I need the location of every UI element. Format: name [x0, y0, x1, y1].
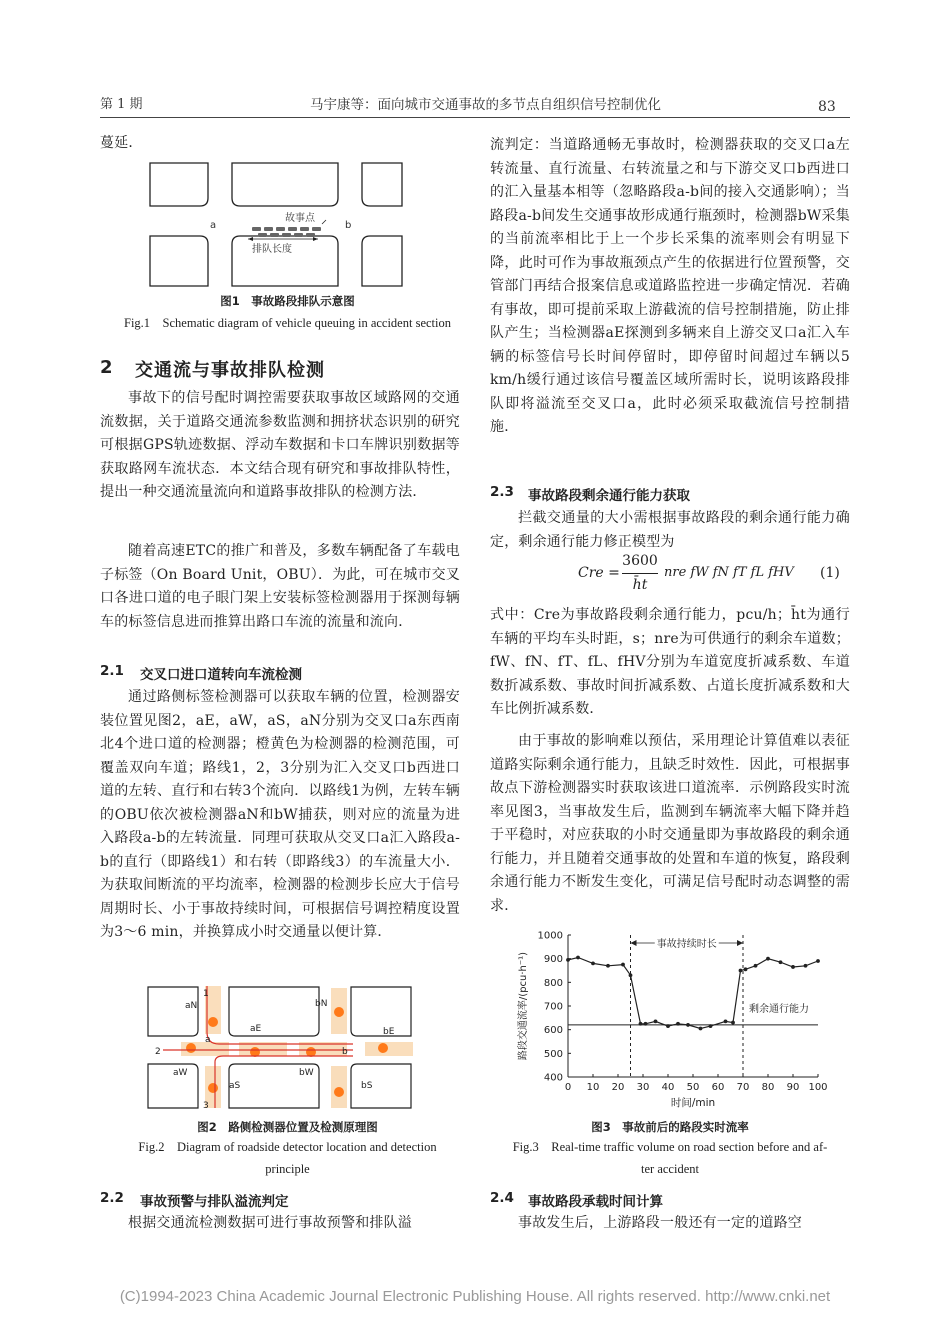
header-rule: [100, 117, 850, 118]
fig2-aW: aW: [173, 1068, 188, 1078]
left-para-3: 通过路侧标签检测器可以获取车辆的位置，检测器安装位置见图2，aE，aW，aS，aN分别为交叉口a东西南北4个进口道的检测器；橙黄色为检测器的检测范围，可覆盖双向车道；路线1，2，3分别为汇入交叉口b西进口道的左转、直行和右转3个流向．以路线1为例，左转车辆的OBU依次被检测器aN和bW捕获，则对应的流量为进入路段a-b的左转流量．同理可获取从交叉口a汇入路段a-b的直行（即路线1）和右转（即路线3）的车流量大小．为获取间断流的平均流率，检测器的检测步长应大于信号周期时长、小于事故持续时间，可根据信号调控精度设置为3～6 min，并换算成小时交通量以便计算．: [100, 689, 460, 940]
x-axis-label: 时间/min: [670, 1097, 716, 1109]
data-point: [731, 1021, 735, 1025]
fig2-aS: aS: [229, 1081, 241, 1091]
block-top-left: [150, 163, 208, 206]
data-point: [654, 1019, 658, 1023]
data-point: [576, 956, 580, 960]
fig2-bN: bN: [315, 999, 328, 1009]
block-top-middle: [232, 163, 338, 206]
y-tick-label: 400: [543, 1072, 563, 1084]
fig2-aN: aN: [185, 1001, 198, 1011]
x-tick-label: 20: [611, 1082, 625, 1093]
data-point: [766, 957, 770, 961]
flow-series-line: [568, 958, 818, 1029]
block-bottom-left: [150, 236, 208, 286]
formula-lhs: Cre =: [578, 565, 620, 581]
fig1-caption-zh: 图1 事故路段排队示意图: [220, 294, 355, 308]
data-point: [686, 1023, 690, 1027]
fig1-label-b: b: [345, 220, 352, 231]
x-tick-label: 10: [586, 1082, 600, 1093]
y-axis-label: 路段交通流率/(pcu·h⁻¹): [518, 951, 529, 1061]
block-top-right: [362, 163, 402, 206]
data-point: [606, 964, 610, 968]
right-para-3: 式中：Cre为事故路段剩余通行能力，pcu/h；h̄t为通行车辆的平均车头时距，s；nre为可供通行的剩余车道数；fW、fN、fT、fL、fHV分别为车道宽度折减系数、车道数折减系数、事故时间折减系数、占道长度折减系数和大车比例折减系数．: [490, 607, 850, 717]
fig1-accident-label: 故事点: [285, 213, 315, 224]
fig2-bS: bS: [361, 1081, 373, 1091]
copyright-footer: (C)1994-2023 China Academic Journal Electronic Publishing House. All rights reserved. http://www.cnki.net: [119, 1288, 831, 1305]
formula-numerator: 3600: [622, 553, 658, 569]
accident-pointer: [322, 220, 326, 224]
y-tick-label: 700: [543, 1001, 563, 1013]
fig3-caption-en-1: Fig.3 Real-time traffic volume on road section before and af-: [512, 1140, 828, 1154]
fig1-caption-en: Fig.1 Schematic diagram of vehicle queuing in accident section: [124, 316, 451, 330]
data-point: [744, 967, 748, 971]
x-tick-label: 50: [686, 1082, 700, 1093]
formula-rhs: nre fW fN fT fL fHV: [664, 565, 794, 580]
figure-1-queue-diagram: [140, 158, 415, 293]
fig3-caption-zh: 图3 事故前后的路段实时流率: [591, 1120, 749, 1134]
fig2-bE: bE: [383, 1027, 395, 1037]
data-point: [724, 1019, 728, 1023]
left-top-text: 蔓延．: [100, 135, 143, 151]
y-tick-label: 900: [543, 954, 563, 966]
data-point: [621, 963, 625, 967]
data-point: [639, 1022, 643, 1026]
figure-3-flow-chart: [500, 923, 850, 1113]
annotation-duration: 事故持续时长: [656, 939, 717, 950]
annotation-capacity: 剩余通行能力: [749, 1003, 809, 1015]
fig2-route-1: 1: [203, 989, 209, 999]
data-point: [591, 962, 595, 966]
left-para-2: 随着高速ETC的推广和普及，多数车辆配备了车载电子标签（On Board Unit，OBU）．为此，可在城市交叉口各进口道的电子眼门架上安装标签检测器用于探测每辆车的标签信息进而推算出路口车流的流量和流向．: [100, 543, 460, 630]
x-tick-label: 0: [564, 1082, 572, 1093]
formula-number: (1): [820, 565, 840, 581]
queued-vehicles: [252, 227, 321, 237]
fig2-caption-en-1: Fig.2 Diagram of roadside detector location and detection: [138, 1140, 437, 1154]
fraction-bar: [622, 573, 658, 574]
x-tick-label: 90: [786, 1082, 800, 1093]
subsection-2-2-number: 2.2: [100, 1190, 124, 1206]
data-point: [709, 1024, 713, 1028]
fig2-route-2: 2: [155, 1047, 161, 1057]
figure-2-detector-diagram: [143, 982, 418, 1112]
y-tick-label: 800: [543, 977, 563, 989]
right-para-4: 由于事故的影响难以预估，采用理论计算值难以表征道路实际剩余通行能力，且缺乏时效性．因此，可根据事故点下游检测器实时获取该进口道流率．示例路段实时流率见图3，当事故发生后，监测到车辆流率大幅下降并趋于平稳时，对应获取的小时交通量即为事故路段的剩余通行能力，并且随着交通事故的处置和车道的恢复，路段剩余通行能力不断发生变化，可满足信号配时动态调整的需求．: [490, 733, 850, 914]
fig3-caption-en-2: ter accident: [641, 1162, 699, 1176]
y-tick-label: 600: [543, 1025, 563, 1037]
left-para-1: 事故下的信号配时调控需要获取事故区域路网的交通流数据，关于道路交通流参数监测和拥挤状态识别的研究可根据GPS轨迹数据、浮动车数据和卡口车牌识别数据等获取路网车流状态．本文结合现有研究和事故排队特性，提出一种交通流量流向和道路事故排队的检测方法．: [100, 390, 460, 500]
x-tick-label: 30: [636, 1082, 650, 1093]
subsection-2-4-number: 2.4: [490, 1190, 514, 1206]
x-tick-label: 80: [761, 1082, 775, 1093]
data-point: [629, 973, 633, 977]
fig2-a: a: [205, 1035, 211, 1045]
right-para-5: 事故发生后，上游路段一般还有一定的道路空: [518, 1215, 802, 1231]
x-tick-label: 40: [661, 1082, 675, 1093]
page-number: 83: [818, 99, 836, 115]
section-2-number: 2: [100, 357, 113, 378]
x-tick-label: 70: [736, 1082, 750, 1093]
section-2-title: 交通流与事故排队检测: [135, 360, 325, 381]
subsection-2-2-title: 事故预警与排队溢流判定: [140, 1194, 289, 1210]
formula-denominator: h̄t: [632, 577, 648, 593]
fig1-label-a: a: [210, 220, 217, 231]
x-tick-label: 100: [808, 1082, 828, 1093]
running-title: 马宇康等：面向城市交通事故的多节点自组织信号控制优化: [310, 97, 661, 113]
duration-arrow-right: [737, 940, 743, 946]
fig2-caption-en-2: principle: [265, 1162, 310, 1176]
subsection-2-1-title: 交叉口进口道转向车流检测: [140, 667, 302, 683]
subsection-2-3-number: 2.3: [490, 484, 514, 500]
fig2-b: b: [342, 1047, 348, 1057]
data-point: [791, 965, 795, 969]
subsection-2-4-title: 事故路段承载时间计算: [528, 1194, 663, 1210]
left-para-4: 根据交通流检测数据可进行事故预警和排队溢: [128, 1215, 412, 1231]
data-point: [676, 1022, 680, 1026]
data-point: [666, 1024, 670, 1028]
fig2-bW: bW: [299, 1068, 314, 1078]
issue-number: 第 1 期: [100, 97, 143, 112]
x-tick-label: 60: [711, 1082, 725, 1093]
y-tick-label: 1000: [537, 930, 563, 942]
fig2-caption-zh: 图2 路侧检测器位置及检测原理图: [197, 1120, 378, 1134]
data-point: [816, 959, 820, 963]
data-point: [644, 1022, 648, 1026]
fig2-aE: aE: [250, 1024, 262, 1034]
data-point: [699, 1027, 703, 1031]
data-point: [779, 960, 783, 964]
subsection-2-3-title: 事故路段剩余通行能力获取: [528, 488, 690, 504]
right-para-1: 流判定：当道路通畅无事故时，检测器获取的交叉口a左转流量、直行流量、右转流量之和与下游交叉口b西进口的汇入量基本相等（忽略路段a-b间的接入交通影响）；当路段a-b间发生交通事故形成通行瓶颈时，检测器bW采集的当前流率相比于上一个步长采集的流率则会有明显下降，此时可作为事故瓶颈点产生的依据进行位置预警，交管部门再结合报案信息或道路监控进一步确定情况．若确有事故，即可提前采取上游截流的信号控制措施，防止排队产生；当检测器aE探测到多辆来自上游交叉口a汇入车辆的标签信号长时间停留时，即停留时间超过车辆以5 km/h缓行通过该信号覆盖区域所需时长，说明该路段排队即将溢流至交叉口a，此时必须采取截流信号控制措施．: [490, 137, 850, 435]
data-point: [804, 964, 808, 968]
data-point: [739, 969, 743, 973]
y-tick-label: 500: [543, 1048, 563, 1060]
fig2-route-3: 3: [203, 1101, 209, 1111]
subsection-2-1-number: 2.1: [100, 663, 124, 679]
data-point: [754, 964, 758, 968]
data-point: [566, 958, 570, 962]
fig1-queue-label: 排队长度: [252, 244, 292, 255]
duration-arrow-left: [631, 940, 637, 946]
right-para-2: 拦截交通量的大小需根据事故路段的剩余通行能力确定，剩余通行能力修正模型为: [490, 510, 850, 550]
block-bottom-right: [362, 236, 402, 286]
